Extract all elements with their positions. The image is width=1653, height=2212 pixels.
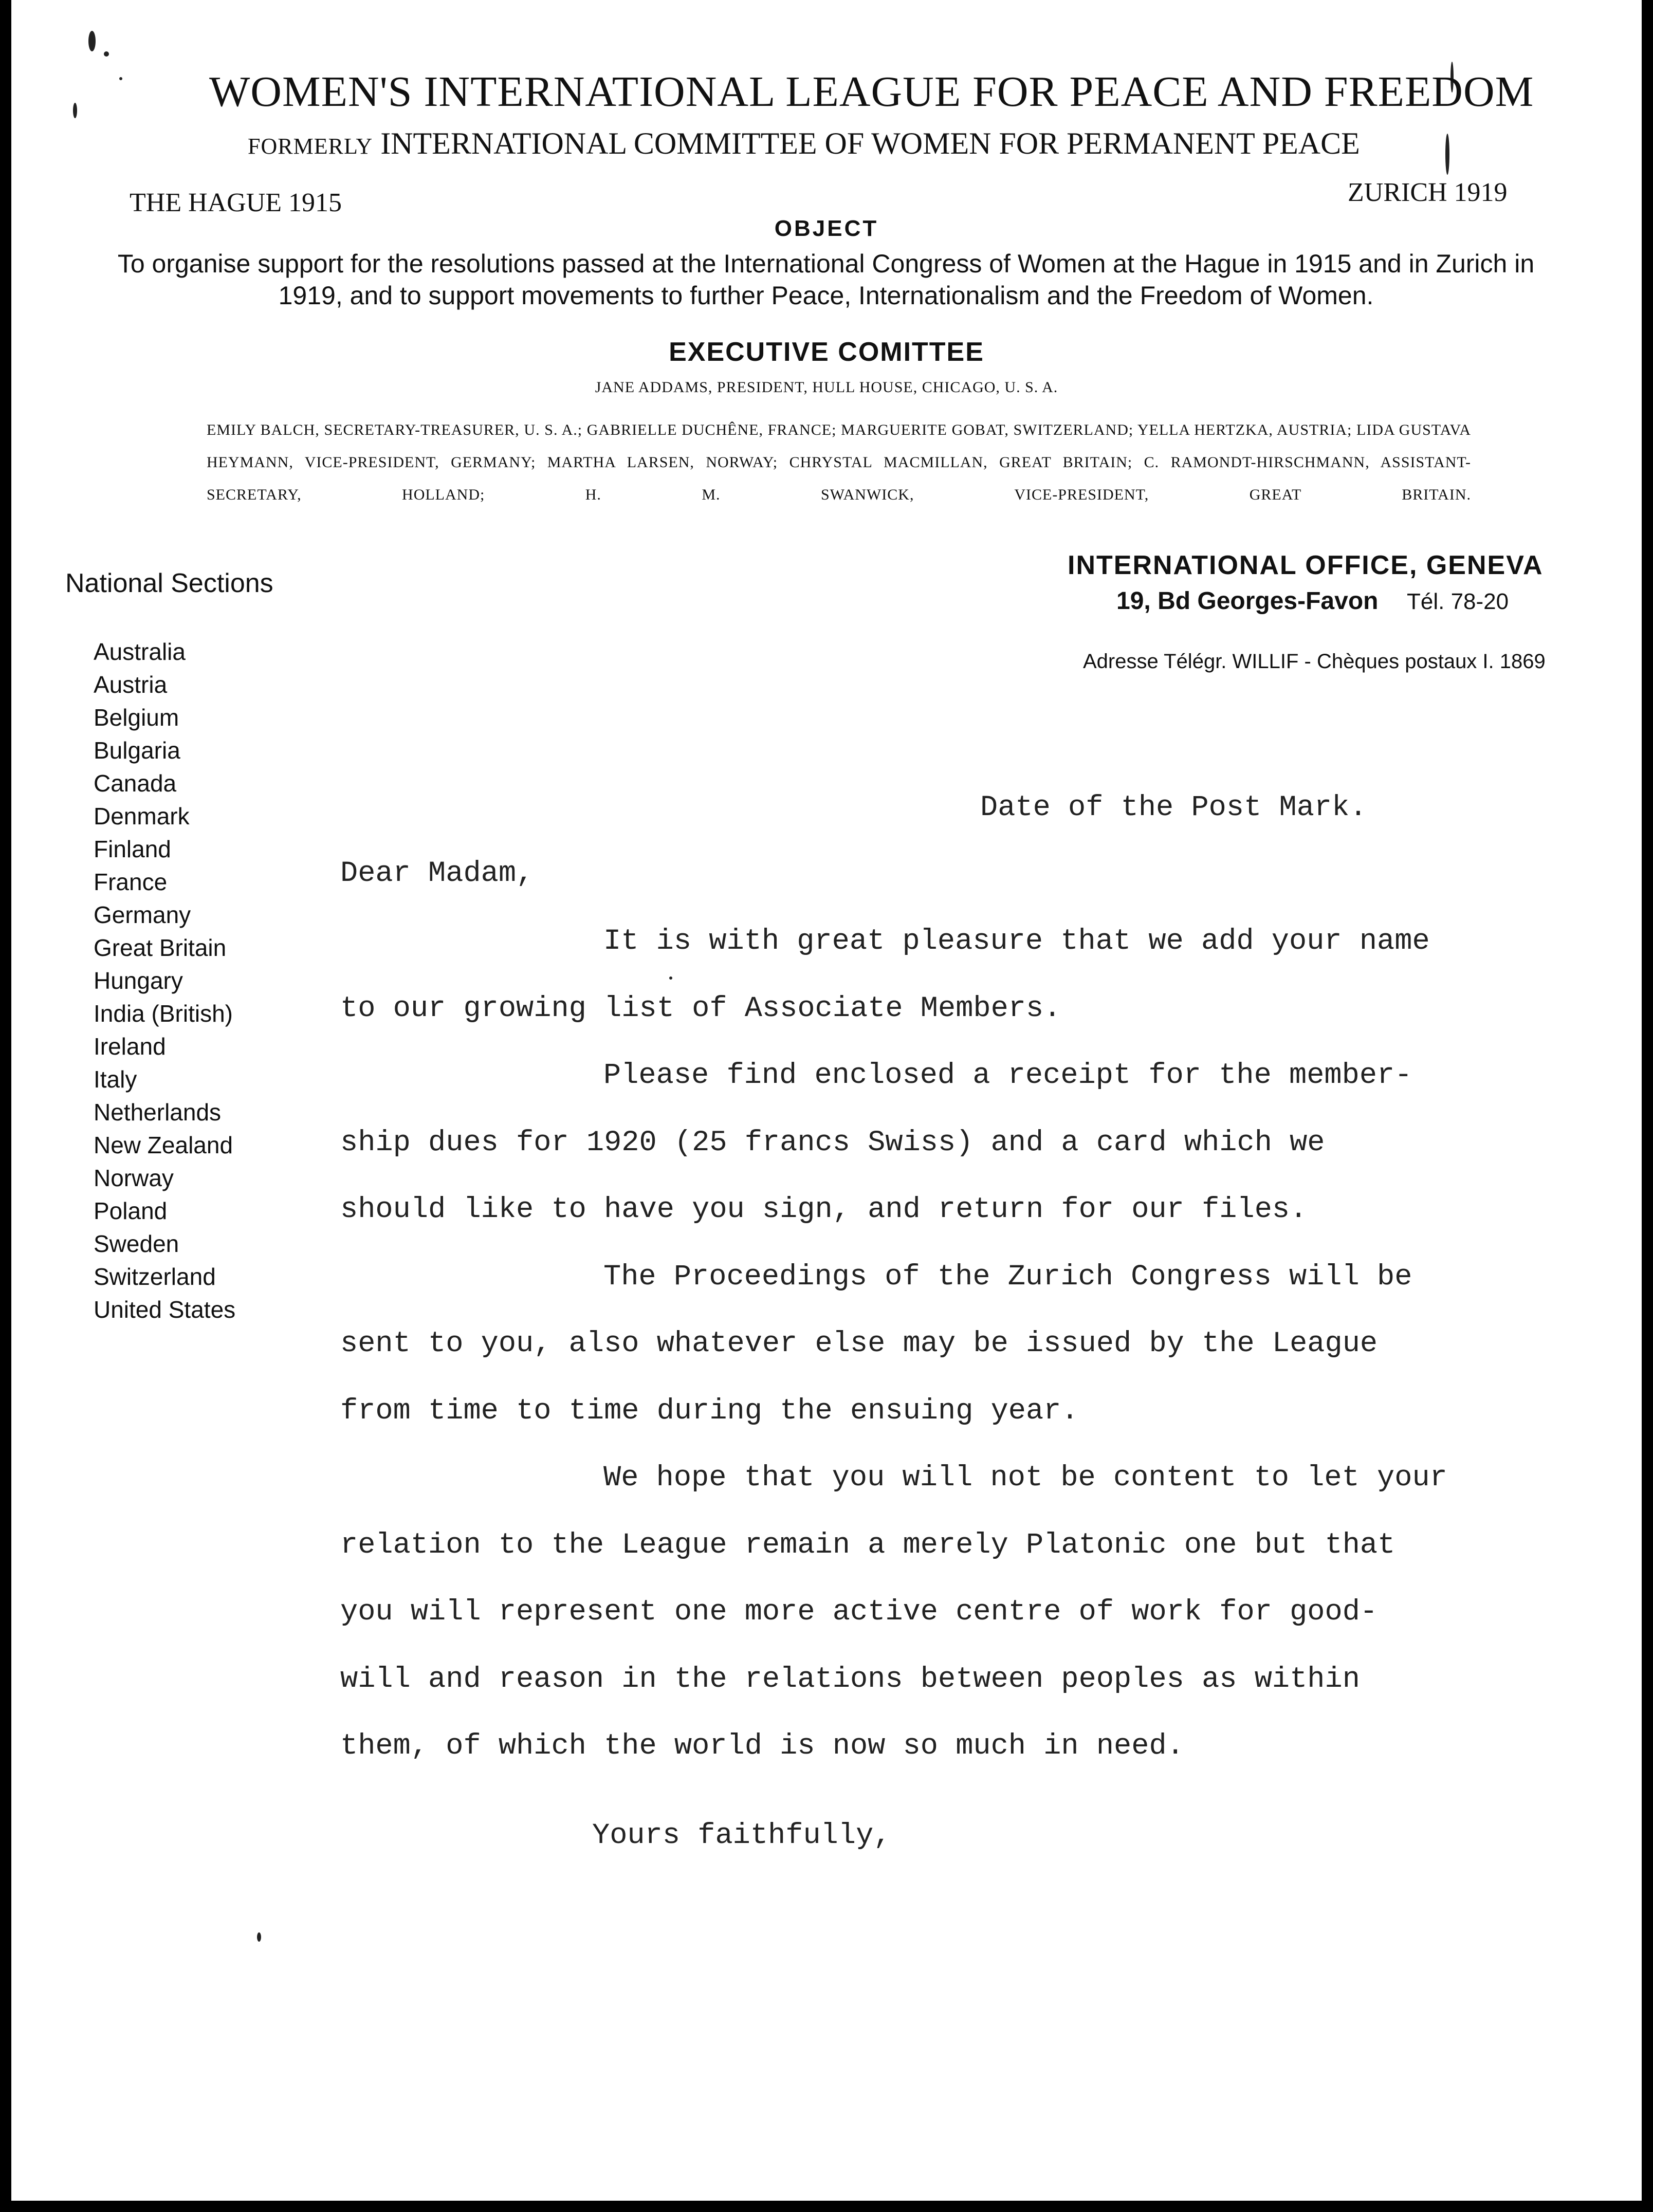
letter-page	[11, 0, 1642, 2201]
national-section-item: Australia	[94, 638, 186, 665]
letter-line: will and reason in the relations between peoples as within	[340, 1663, 1360, 1696]
national-section-item: Denmark	[94, 803, 190, 829]
national-section-item: Norway	[94, 1165, 174, 1191]
letter-line: you will represent one more active centre of work for good-	[340, 1596, 1378, 1629]
salutation: Dear Madam,	[340, 857, 534, 890]
object-heading: OBJECT	[774, 216, 879, 241]
office-street: 19, Bd Georges-Favon	[1116, 587, 1379, 615]
national-sections-list	[94, 635, 235, 1326]
letter-body	[340, 921, 1533, 1793]
office-telephone: Tél. 78-20	[1407, 589, 1509, 614]
committee-members: EMILY BALCH, SECRETARY-TREASURER, U. S. A.; GABRIELLE DUCHÊNE, FRANCE; MARGUERITE GOBAT, SWITZERLAND; YELLA HERTZKA, AUSTRIA; LIDA GUSTAVA HEYMANN, VICE-PRESIDENT, GERMANY; MARTHA LARSEN, NORWAY; CHRYSTAL MACMILLAN, GREAT BRITAIN; C. RAMONDT-HIRSCHMANN, ASSISTANT-SECRETARY, HOLLAND; H. M. SWANWICK, VICE-PRESIDENT, GREAT BRITAIN.	[207, 421, 1471, 503]
national-section-item: Great Britain	[94, 934, 227, 961]
letter-line: Please find enclosed a receipt for the member-	[603, 1059, 1412, 1092]
national-section-item: Canada	[94, 770, 177, 797]
former-name	[248, 126, 1360, 161]
letter-line: It is with great pleasure that we add your name	[603, 925, 1430, 958]
national-sections-title: National Sections	[65, 568, 273, 598]
letter-line: ship dues for 1920 (25 francs Swiss) and a card which we	[340, 1126, 1325, 1159]
letter-line: from time to time during the ensuing year.	[340, 1394, 1079, 1428]
letter-line: should like to have you sign, and return for our files.	[340, 1193, 1308, 1226]
national-section-item: Germany	[94, 901, 191, 928]
letter-date: Date of the Post Mark.	[980, 791, 1367, 824]
president-line: JANE ADDAMS, PRESIDENT, HULL HOUSE, CHICAGO, U. S. A.	[595, 379, 1058, 396]
letter-line: The Proceedings of the Zurich Congress will be	[603, 1260, 1412, 1294]
office-telegraph: Adresse Télégr. WILLIF - Chèques postaux I. 1869	[1083, 650, 1546, 673]
letter-line: relation to the League remain a merely Platonic one but that	[340, 1528, 1395, 1562]
hague-congress: THE HAGUE 1915	[130, 188, 342, 217]
national-section-item: Belgium	[94, 704, 179, 731]
organization-name: WOMEN'S INTERNATIONAL LEAGUE FOR PEACE AND FREEDOM	[209, 68, 1534, 116]
national-section-item: United States	[94, 1296, 236, 1323]
executive-committee-heading: EXECUTIVE COMITTEE	[669, 337, 984, 367]
former-committee-name: INTERNATIONAL COMMITTEE OF WOMEN FOR PERMANENT PEACE	[380, 126, 1360, 160]
national-section-item: Bulgaria	[94, 737, 180, 764]
letter-line: them, of which the world is now so much in need.	[340, 1730, 1184, 1763]
formerly-label: FORMERLY	[248, 134, 373, 159]
national-section-item: Finland	[94, 836, 171, 862]
letter-line: to our growing list of Associate Members.	[340, 992, 1061, 1025]
national-section-item: Poland	[94, 1197, 168, 1224]
office-address	[1116, 587, 1378, 615]
object-statement: To organise support for the resolutions passed at the International Congress of Women at the Hague in 1915 and in Zurich in 1919, and to support movements to further Peace, Internationalism and the Freedom of Women.	[117, 249, 1535, 310]
letter-line: sent to you, also whatever else may be issued by the League	[340, 1328, 1378, 1360]
national-section-item: Netherlands	[94, 1099, 222, 1126]
national-section-item: Italy	[94, 1066, 137, 1093]
national-section-item: Sweden	[94, 1230, 179, 1257]
national-section-item: Switzerland	[94, 1263, 216, 1290]
national-section-item: Austria	[94, 671, 168, 698]
zurich-congress: ZURICH 1919	[1348, 178, 1508, 207]
letter-line: We hope that you will not be content to let your	[603, 1462, 1447, 1495]
national-section-item: Ireland	[94, 1033, 166, 1060]
national-section-item: New Zealand	[94, 1132, 233, 1158]
national-section-item: Hungary	[94, 967, 183, 994]
national-section-item: France	[94, 869, 168, 895]
office-title: INTERNATIONAL OFFICE, GENEVA	[1068, 550, 1544, 580]
national-section-item: India (British)	[94, 1000, 233, 1027]
closing: Yours faithfully,	[592, 1819, 891, 1852]
